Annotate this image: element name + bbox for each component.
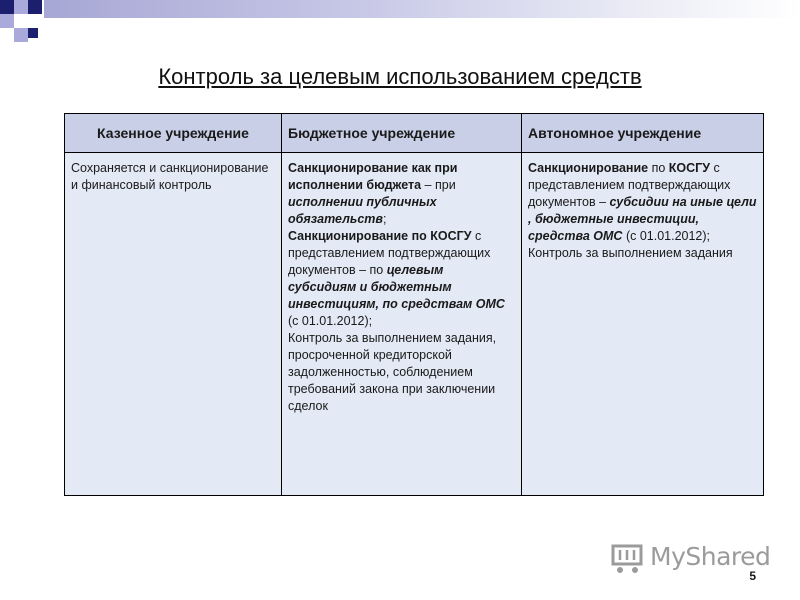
slide-title: Контроль за целевым использованием средств bbox=[158, 64, 642, 89]
corner-square-dark bbox=[0, 0, 14, 14]
cell-text-bold-italic: субсидии на иные цели , бюджетные инвестиции, средства ОМС bbox=[528, 195, 757, 243]
cell-text: – при bbox=[421, 178, 456, 192]
watermark-logo bbox=[610, 538, 771, 574]
cell-text: по bbox=[648, 161, 669, 175]
cell-autonomous bbox=[522, 153, 764, 496]
table-row bbox=[65, 153, 764, 496]
cell-text: с представлением подтверждающих документов – bbox=[528, 161, 731, 209]
corner-square-light bbox=[14, 28, 28, 42]
cell-treasury bbox=[65, 153, 282, 496]
top-gradient-bar bbox=[44, 0, 800, 18]
cart-icon bbox=[610, 540, 646, 576]
cell-text: Сохраняется и санкционирование и финансовый контроль bbox=[71, 161, 269, 192]
corner-square-dark bbox=[28, 28, 38, 38]
column-header: Казенное учреждение bbox=[65, 114, 282, 153]
cell-text: Контроль за выполнением задания bbox=[528, 246, 733, 260]
cell-budget bbox=[282, 153, 522, 496]
column-header: Автономное учреждение bbox=[522, 114, 764, 153]
column-header: Бюджетное учреждение bbox=[282, 114, 522, 153]
table-header-row bbox=[65, 114, 764, 153]
cell-text: с представлением подтверждающих документов – по bbox=[288, 229, 491, 277]
corner-square-light bbox=[14, 0, 28, 14]
page-number: 5 bbox=[749, 569, 756, 583]
comparison-table bbox=[64, 113, 764, 496]
cell-text: (с 01.01.2012); bbox=[622, 229, 711, 243]
cell-text: ; bbox=[382, 212, 387, 226]
cell-text-bold-italic: целевым субсидиям и бюджетным инвестициям, по средствам ОМС bbox=[288, 263, 505, 311]
cell-text-bold: КОСГУ bbox=[668, 161, 711, 175]
corner-square-light bbox=[0, 14, 14, 28]
cell-text-bold: Санкционирование bbox=[528, 161, 649, 175]
cell-text-bold-italic: исполнении публичных обязательств bbox=[288, 195, 437, 226]
cell-text-bold: Санкционирование по КОСГУ bbox=[288, 229, 472, 243]
cell-text: (с 01.01.2012); bbox=[288, 314, 373, 328]
cell-text: Контроль за выполнением задания, просроченной кредиторской задолженностью, соблюдением требований закона при заключении сделок bbox=[288, 331, 497, 413]
watermark-text: MyShared bbox=[650, 542, 771, 571]
corner-square-dark bbox=[28, 0, 42, 14]
cell-text-bold: Санкционирование как при исполнении бюджета bbox=[288, 161, 458, 192]
